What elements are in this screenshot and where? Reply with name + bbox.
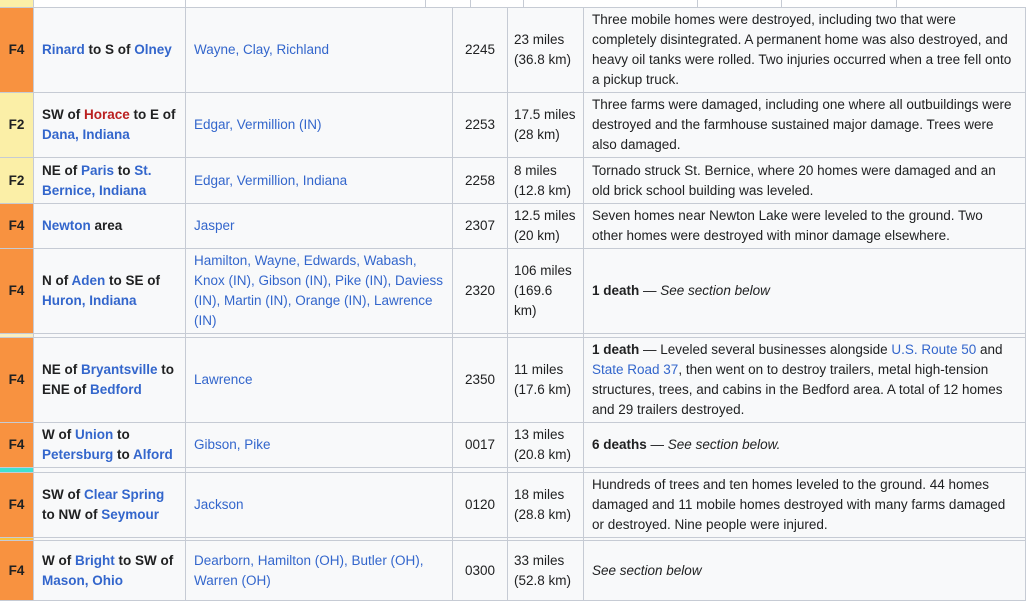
tornado-row: [0, 541, 1026, 601]
county-links[interactable]: Dearborn, Hamilton (OH), Butler (OH), Warren (OH): [194, 552, 424, 588]
damage-summary-cell: [584, 8, 1026, 93]
path-length-line: (20.8 km): [514, 447, 572, 462]
wiki-link[interactable]: Union: [75, 427, 114, 442]
county-links[interactable]: Gibson, Pike: [194, 437, 271, 452]
location-cell: [34, 541, 186, 601]
wiki-link[interactable]: St. Bernice, Indiana: [42, 162, 152, 198]
tornado-row: [0, 473, 1026, 538]
county-links[interactable]: Hamilton, Wayne, Edwards, Wabash, Knox (IN), Gibson (IN), Pike (IN), Daviess (IN), Martin (IN), Orange (IN), Lawrence (IN): [194, 253, 444, 328]
text-segment: to: [113, 427, 130, 442]
text-segment: area: [90, 218, 123, 233]
path-length-cell: [508, 249, 584, 334]
path-length-line: 17.5 miles: [514, 107, 576, 122]
italic-note: See section below: [660, 283, 770, 298]
county-links[interactable]: Jackson: [194, 497, 244, 512]
wiki-link[interactable]: Alford: [133, 447, 173, 462]
counties-cell: [186, 473, 453, 538]
text-segment: N of: [42, 273, 72, 288]
path-length-line: (28.8 km): [514, 507, 572, 522]
text-segment: to S of: [84, 42, 135, 57]
wiki-link[interactable]: Newton: [42, 218, 91, 233]
text-segment: —: [639, 283, 661, 298]
f-rating-cell: F4: [0, 541, 34, 601]
time-cell: 2258: [453, 158, 508, 204]
location-cell: [34, 93, 186, 158]
text-segment: to SE of: [105, 273, 160, 288]
path-length-line: 33 miles: [514, 552, 565, 568]
wiki-link[interactable]: Petersburg: [42, 447, 114, 462]
counties-cell: [186, 338, 453, 423]
counties-cell: [186, 204, 453, 249]
county-links[interactable]: Edgar, Vermillion, Indiana: [194, 172, 348, 188]
wiki-link[interactable]: Bryantsville: [81, 362, 158, 377]
text-segment: Seven homes near Newton Lake were leveled to the ground. Two other homes were destroyed with minor damage elsewhere.: [592, 208, 983, 243]
bold-text: 1 death: [592, 342, 640, 357]
f-rating-cell: F2: [0, 93, 34, 158]
path-length-line: (52.8 km): [514, 572, 572, 588]
text-segment: Hundreds of trees and ten homes leveled to the ground. 44 homes damaged and 11 mobile homes destroyed with many farms damaged or destroyed. Nine people were injured.: [592, 477, 1006, 532]
damage-summary-cell: [584, 423, 1026, 468]
path-length-line: (12.8 km): [514, 182, 572, 198]
f-rating-cell: F4: [0, 8, 34, 93]
damage-summary-cell: [584, 541, 1026, 601]
tornado-list-table: [0, 7, 1026, 601]
tornado-row: [0, 93, 1026, 158]
wiki-link[interactable]: Bedford: [90, 382, 142, 397]
location-cell: [34, 249, 186, 334]
text-segment: W of: [42, 552, 75, 568]
wiki-link[interactable]: Aden: [71, 273, 106, 288]
location-cell: [34, 158, 186, 204]
f-rating-cell: F4: [0, 473, 34, 538]
path-length-line: 18 miles: [514, 487, 565, 502]
text-segment: NE of: [42, 162, 81, 178]
path-length-line: 11 miles: [514, 362, 564, 377]
wiki-link[interactable]: Huron, Indiana: [42, 293, 137, 308]
f-rating-cell: F4: [0, 249, 34, 334]
damage-summary-cell: [584, 338, 1026, 423]
time-cell: 2307: [453, 204, 508, 249]
f-rating-cell: F4: [0, 423, 34, 468]
location-cell: [34, 204, 186, 249]
text-segment: —: [646, 437, 668, 452]
time-cell: 0120: [453, 473, 508, 538]
time-cell: 2350: [453, 338, 508, 423]
time-cell: 0300: [453, 541, 508, 601]
path-length-cell: [508, 473, 584, 538]
damage-summary-cell: [584, 158, 1026, 204]
text-segment: to ENE of: [42, 362, 175, 397]
wiki-link[interactable]: U.S. Route 50: [891, 342, 977, 357]
wiki-link[interactable]: Dana, Indiana: [42, 127, 130, 142]
red-wiki-link[interactable]: Horace: [84, 107, 130, 122]
path-length-line: (20 km): [514, 228, 560, 243]
wiki-link[interactable]: Mason, Ohio: [42, 572, 123, 588]
tornado-row: [0, 338, 1026, 423]
tornado-row: [0, 204, 1026, 249]
text-segment: SW of: [42, 107, 84, 122]
location-cell: [34, 473, 186, 538]
county-links[interactable]: Jasper: [194, 218, 235, 233]
location-cell: [34, 338, 186, 423]
text-segment: , then went on to destroy trailers, metal high-tension structures, trees, and cabins in the Bedford area. A total of 12 homes and 29 trailers destroyed.: [592, 362, 1003, 417]
location-cell: [34, 423, 186, 468]
italic-note: See section below.: [667, 437, 781, 452]
path-length-cell: [508, 423, 584, 468]
path-length-line: 8 miles: [514, 162, 557, 178]
f-rating-cell: F2: [0, 158, 34, 204]
text-segment: — Leveled several businesses alongside: [639, 342, 892, 357]
wiki-link[interactable]: Seymour: [101, 507, 160, 522]
text-segment: Three mobile homes were destroyed, including two that were completely disintegrated. A permanent home was also destroyed, and heavy oil tanks were rolled. Two injuries occurred when a tree fell onto a pickup truck.: [592, 12, 1012, 87]
time-cell: 2320: [453, 249, 508, 334]
path-length-cell: [508, 541, 584, 601]
path-length-line: 106 miles: [514, 263, 572, 278]
f-rating-cell: F4: [0, 338, 34, 423]
tornado-list-table-wrap: [0, 7, 1025, 601]
path-length-line: 13 miles: [514, 427, 565, 442]
tornado-row: [0, 158, 1026, 204]
counties-cell: [186, 541, 453, 601]
text-segment: Tornado struck St. Bernice, where 20 homes were damaged and an old brick school building was leveled.: [592, 162, 996, 198]
text-segment: to NW of: [42, 507, 102, 522]
damage-summary-cell: [584, 204, 1026, 249]
wiki-link[interactable]: Bright: [75, 552, 115, 568]
path-length-cell: [508, 204, 584, 249]
tornado-row: [0, 249, 1026, 334]
text-segment: to: [113, 447, 134, 462]
italic-note: See section below: [592, 562, 702, 578]
path-length-line: (28 km): [514, 127, 560, 142]
path-length-cell: [508, 338, 584, 423]
damage-summary-cell: [584, 93, 1026, 158]
text-segment: and: [976, 342, 1003, 357]
wiki-link[interactable]: Olney: [134, 42, 172, 57]
text-segment: W of: [42, 427, 75, 442]
county-links[interactable]: Lawrence: [194, 372, 253, 387]
path-length-cell: [508, 8, 584, 93]
counties-cell: [186, 249, 453, 334]
time-cell: 0017: [453, 423, 508, 468]
text-segment: NE of: [42, 362, 81, 377]
damage-summary-cell: [584, 473, 1026, 538]
f-rating-cell: F4: [0, 204, 34, 249]
bold-text: 6 deaths: [592, 437, 647, 452]
path-length-cell: [508, 93, 584, 158]
county-links[interactable]: Edgar, Vermillion (IN): [194, 117, 322, 132]
wiki-link[interactable]: Rinard: [42, 42, 85, 57]
path-length-cell: [508, 158, 584, 204]
tornado-row: [0, 8, 1026, 93]
counties-cell: [186, 93, 453, 158]
counties-cell: [186, 158, 453, 204]
text-segment: to: [114, 162, 135, 178]
text-segment: SW of: [42, 487, 84, 502]
counties-cell: [186, 8, 453, 93]
wiki-link[interactable]: State Road 37: [592, 362, 679, 377]
path-length-line: 12.5 miles: [514, 208, 576, 223]
wiki-link[interactable]: Paris: [81, 162, 115, 178]
path-length-line: (169.6 km): [514, 283, 553, 318]
tornado-row: [0, 423, 1026, 468]
text-segment: Three farms were damaged, including one where all outbuildings were destroyed and the farmhouse sustained major damage. Trees were also damaged.: [592, 97, 1012, 152]
text-segment: to SW of: [114, 552, 174, 568]
wiki-link[interactable]: Clear Spring: [84, 487, 165, 502]
time-cell: 2245: [453, 8, 508, 93]
county-links[interactable]: Wayne, Clay, Richland: [194, 42, 330, 57]
path-length-line: (17.6 km): [514, 382, 572, 397]
text-segment: to E of: [129, 107, 176, 122]
location-cell: [34, 8, 186, 93]
time-cell: 2253: [453, 93, 508, 158]
counties-cell: [186, 423, 453, 468]
path-length-line: 23 miles: [514, 32, 565, 47]
bold-text: 1 death: [592, 283, 640, 298]
path-length-line: (36.8 km): [514, 52, 572, 67]
damage-summary-cell: [584, 249, 1026, 334]
